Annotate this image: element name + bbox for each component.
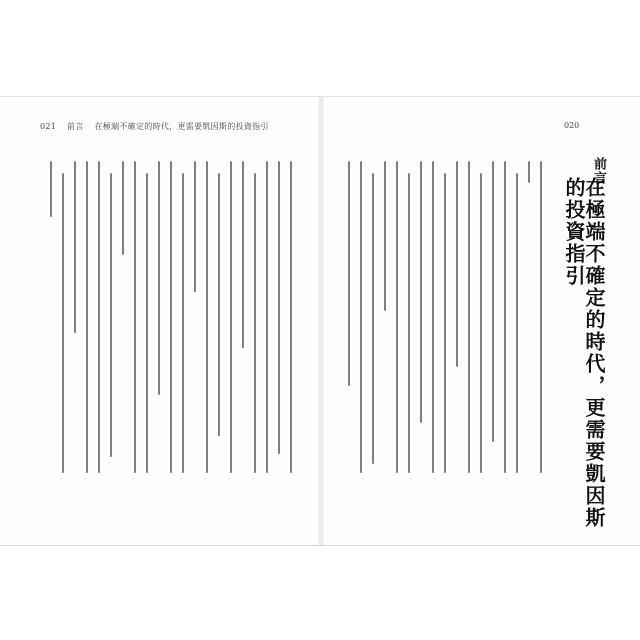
text-column [62,173,64,473]
text-column [480,173,482,473]
text-column [290,161,292,473]
text-column [408,173,410,473]
text-column [384,161,386,311]
text-column [158,161,160,395]
text-column [254,173,256,473]
text-column [194,161,196,292]
running-head [40,121,269,132]
text-column [348,161,350,386]
text-column [540,161,542,473]
text-column [420,161,422,423]
text-column [372,173,374,464]
book-spread [0,96,640,546]
left-section-label: 前言 [67,122,84,131]
text-column [110,173,112,457]
book-gutter [318,97,324,545]
text-column [396,161,398,473]
text-column [444,173,446,473]
text-column [50,161,52,217]
running-head-title: 在極端不確定的時代，更需要凱因斯的投資指引 [94,122,269,131]
left-page-number: 021 [40,122,57,131]
text-column [504,161,506,473]
text-column [278,161,280,454]
text-column [432,161,434,473]
chapter-label: 前言 [591,157,606,185]
text-column [230,161,232,473]
text-column [170,161,172,473]
text-column [146,173,148,473]
text-column [218,173,220,436]
text-column [360,161,362,473]
text-column [206,161,208,473]
text-column [528,161,530,183]
text-column [242,161,244,348]
text-column [516,173,518,473]
text-column [74,161,76,333]
chapter-title: 在極端不確定的時代，更需要凱因斯的投資指引 [562,177,606,529]
right-page-number: 020 [564,121,580,130]
text-column [492,161,494,442]
text-column [182,173,184,473]
text-column [266,161,268,473]
text-column [86,161,88,473]
text-column [456,161,458,367]
text-column [468,161,470,473]
text-column [134,161,136,473]
text-column [122,161,124,255]
text-column [98,161,100,473]
